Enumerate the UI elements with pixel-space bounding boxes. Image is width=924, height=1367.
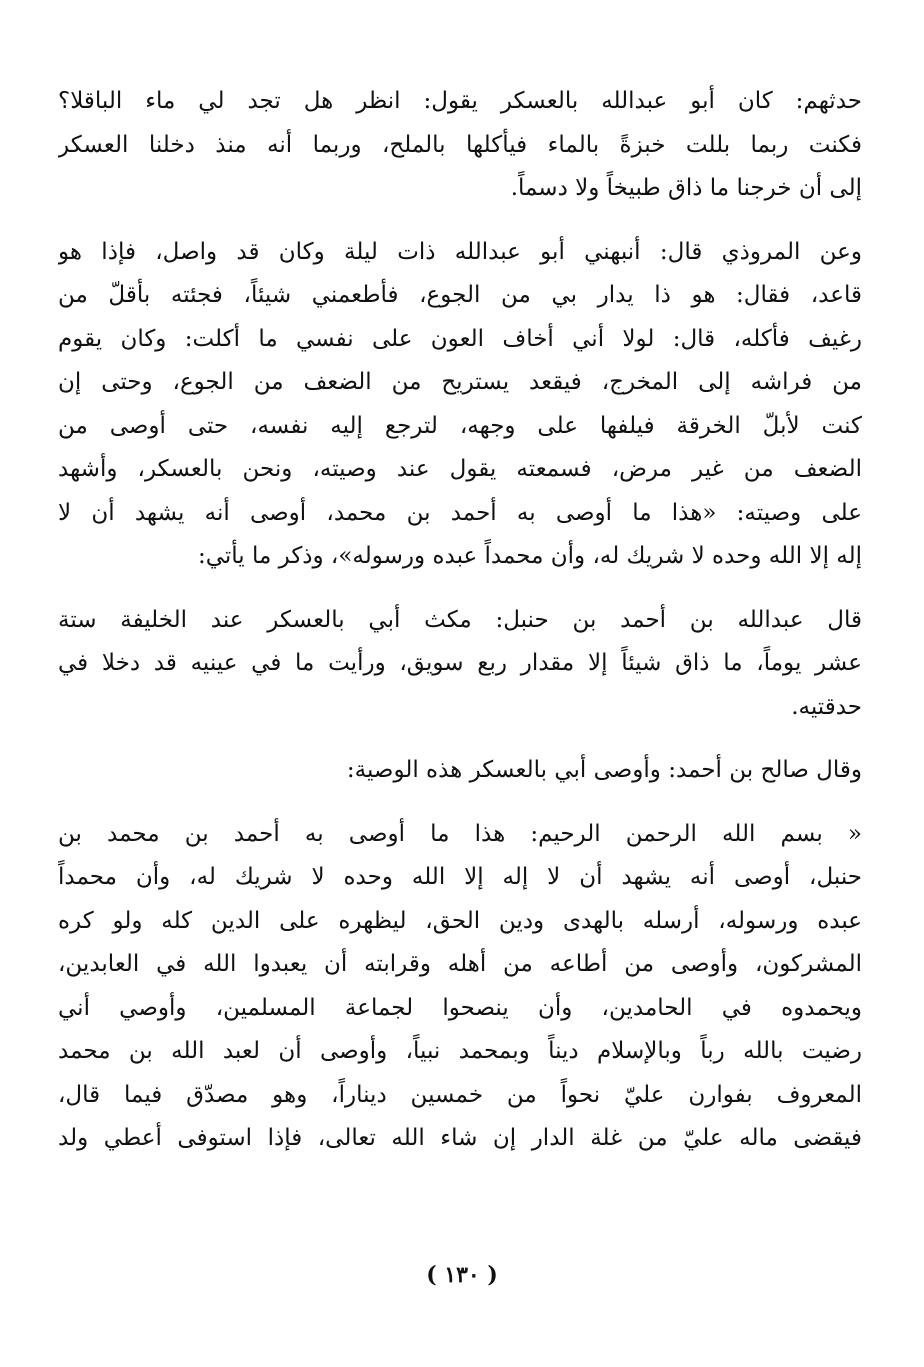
paragraph-3 [58, 599, 862, 730]
text-line: على وصيته: «هذا ما أوصى به أحمد بن محمد، أوصى أنه يشهد أن لا [58, 499, 862, 526]
paragraph-1 [58, 80, 862, 211]
paragraph-gap [58, 793, 862, 813]
page-body [58, 80, 862, 1161]
text-line: المشركون، وأوصى من أطاعه من أهله وقرابته أن يعبدوا الله في العابدين، [58, 951, 862, 977]
paragraph-gap [58, 211, 862, 231]
text-line: وقال صالح بن أحمد: وأوصى أبي بالعسكر هذه الوصية: [346, 757, 862, 783]
text-line: قال عبدالله بن أحمد بن حنبل: مكث أبي بالعسكر عند الخليفة ستة [58, 606, 862, 633]
text-line: عشر يوماً، ما ذاق شيئاً إلا مقدار ربع سويق، ورأيت ما في عينيه قد دخلا في [58, 650, 862, 676]
text-line: إله إلا الله وحده لا شريك له، وأن محمداً عبده ورسوله»، وذكر ما يأتي: [197, 543, 862, 569]
text-line: من فراشه إلى المخرج، فيقعد يستريح من الضعف من الجوع، وحتى إن [58, 369, 862, 395]
paragraph-gap [58, 729, 862, 749]
text-line: فكنت ربما بللت خبزةً بالماء فيأكلها بالملح، وربما أنه منذ دخلنا العسكر [58, 131, 862, 158]
text-line: « بسم الله الرحمن الرحيم: هذا ما أوصى به أحمد بن محمد بن [58, 820, 862, 847]
text-line: فيقضى ماله عليّ من غلة الدار إن شاء الله تعالى، فإذا استوفى أعطي ولد [58, 1125, 862, 1151]
text-line: رضيت بالله رباً وبالإسلام ديناً وبمحمد نبياً، وأوصى أن لعبد الله بن محمد [58, 1038, 862, 1064]
text-line: قاعد، فقال: هو ذا يدار بي من الجوع، فأطعمني شيئاً، فجئته بأقلّ من [58, 282, 862, 308]
page-number: ( ١٣٠ ) [426, 1262, 498, 1288]
text-line: حدقتيه. [791, 693, 862, 720]
paragraph-4 [58, 749, 862, 793]
text-line: إلى أن خرجنا ما ذاق طبيخاً ولا دسماً. [510, 175, 862, 201]
paragraph-5 [58, 813, 862, 1161]
text-line: حنبل، أوصى أنه يشهد أن لا إله إلا الله وحده لا شريك له، وأن محمداً [58, 864, 862, 890]
text-line: حدثهم: كان أبو عبدالله بالعسكر يقول: انظر هل تجد لي ماء الباقلا؟ [58, 88, 862, 114]
text-line: عبده ورسوله، أرسله بالهدى ودين الحق، ليظهره على الدين كله ولو كره [58, 907, 862, 934]
text-line: المعروف بفوارن عليّ نحواً من خمسين ديناراً، وهو مصدّق فيما قال، [58, 1081, 862, 1108]
text-line: رغيف فأكله، قال: لولا أني أخاف العون على نفسي ما أكلت: وكان يقوم [58, 325, 862, 352]
text-line: وعن المروذي قال: أنبهني أبو عبدالله ذات ليلة وكان قد واصل، فإذا هو [58, 238, 862, 265]
text-line: ويحمدوه في الحامدين، وأن ينصحوا لجماعة المسلمين، وأوصي أني [58, 994, 862, 1021]
text-line: كنت لأبلّ الخرقة فيلفها على وجهه، لترجع إليه نفسه، حتى أوصى من [58, 412, 862, 439]
paragraph-2 [58, 231, 862, 579]
text-line: الضعف من غير مرض، فسمعته يقول عند وصيته، ونحن بالعسكر، وأشهد [58, 456, 862, 482]
paragraph-gap [58, 579, 862, 599]
